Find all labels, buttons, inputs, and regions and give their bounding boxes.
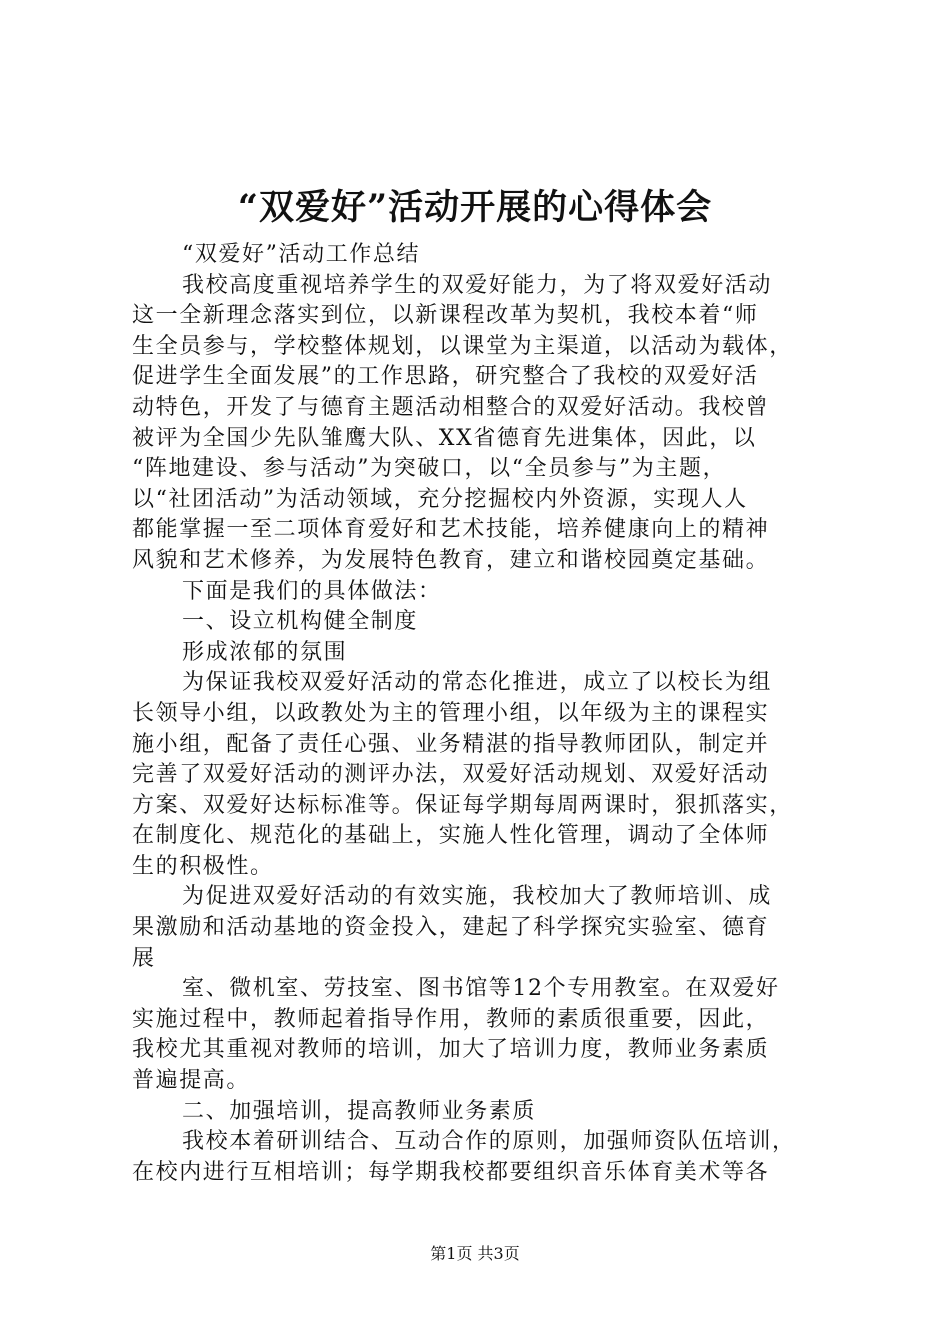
body-text-line: 果激励和活动基地的资金投入，建起了科学探究实验室、德育 bbox=[132, 915, 770, 941]
body-text-line: 为保证我校双爱好活动的常态化推进，成立了以校长为组 bbox=[182, 670, 773, 696]
document-title: “双爱好”活动开展的心得体会 bbox=[237, 187, 713, 228]
body-text-line: 室、微机室、劳技室、图书馆等12个专用教室。在双爱好 bbox=[182, 976, 780, 1002]
body-text-line: 这一全新理念落实到位，以新课程改革为契机，我校本着“师 bbox=[132, 303, 759, 329]
body-text-line: 以“社团活动”为活动领域，充分挖掘校内外资源，实现人人 bbox=[132, 486, 748, 512]
body-text-line: 都能掌握一至二项体育爱好和艺术技能，培养健康向上的精神 bbox=[132, 517, 770, 543]
body-text-line: 动特色，开发了与德育主题活动相整合的双爱好活动。我校曾 bbox=[132, 394, 770, 420]
body-text-line: 我校本着研训结合、互动合作的原则，加强师资队伍培训， bbox=[182, 1129, 796, 1155]
body-text-line: 普遍提高。 bbox=[132, 1068, 251, 1094]
body-text-line: 在制度化、规范化的基础上，实施人性化管理，调动了全体师 bbox=[132, 823, 770, 849]
body-text-line: 一、设立机构健全制度 bbox=[182, 609, 419, 635]
page-number-footer: 第1页 共3页 bbox=[430, 1244, 520, 1263]
body-text-line: 二、加强培训，提高教师业务素质 bbox=[182, 1098, 537, 1124]
body-text-line: “阵地建设、参与活动”为突破口，以“全员参与”为主题， bbox=[132, 456, 727, 482]
body-text-line: 生全员参与，学校整体规划，以课堂为主渠道，以活动为载体， bbox=[132, 333, 793, 359]
body-text-line: 生的积极性。 bbox=[132, 853, 274, 879]
body-text-line: 在校内进行互相培训；每学期我校都要组织音乐体育美术等各 bbox=[132, 1159, 770, 1185]
body-text-line: 我校尤其重视对教师的培训，加大了培训力度，教师业务素质 bbox=[132, 1037, 770, 1063]
body-text-line: 方案、双爱好达标标准等。保证每学期每周两课时，狠抓落实， bbox=[132, 792, 793, 818]
body-text-line: 被评为全国少先队雏鹰大队、XX省德育先进集体，因此，以 bbox=[132, 425, 757, 451]
body-text-line: 风貌和艺术修养，为发展特色教育，建立和谐校园奠定基础。 bbox=[132, 547, 770, 573]
body-text-line: 完善了双爱好活动的测评办法，双爱好活动规划、双爱好活动 bbox=[132, 762, 770, 788]
body-text-line: 促进学生全面发展”的工作思路，研究整合了我校的双爱好活 bbox=[132, 364, 759, 390]
body-text-line: 下面是我们的具体做法： bbox=[182, 578, 442, 604]
body-text-line: “双爱好”活动工作总结 bbox=[182, 242, 421, 267]
body-text-line: 实施过程中，教师起着指导作用，教师的素质很重要，因此， bbox=[132, 1006, 770, 1032]
body-text-line: 施小组，配备了责任心强、业务精湛的指导教师团队，制定并 bbox=[132, 731, 770, 757]
body-text-line: 形成浓郁的氛围 bbox=[182, 639, 348, 665]
body-text-line: 展 bbox=[132, 945, 156, 971]
body-text-line: 长领导小组，以政教处为主的管理小组，以年级为主的课程实 bbox=[132, 700, 770, 726]
body-text-line: 为促进双爱好活动的有效实施，我校加大了教师培训、成 bbox=[182, 884, 773, 910]
document-body bbox=[132, 240, 832, 1188]
body-text-line: 我校高度重视培养学生的双爱好能力，为了将双爱好活动 bbox=[182, 272, 773, 298]
